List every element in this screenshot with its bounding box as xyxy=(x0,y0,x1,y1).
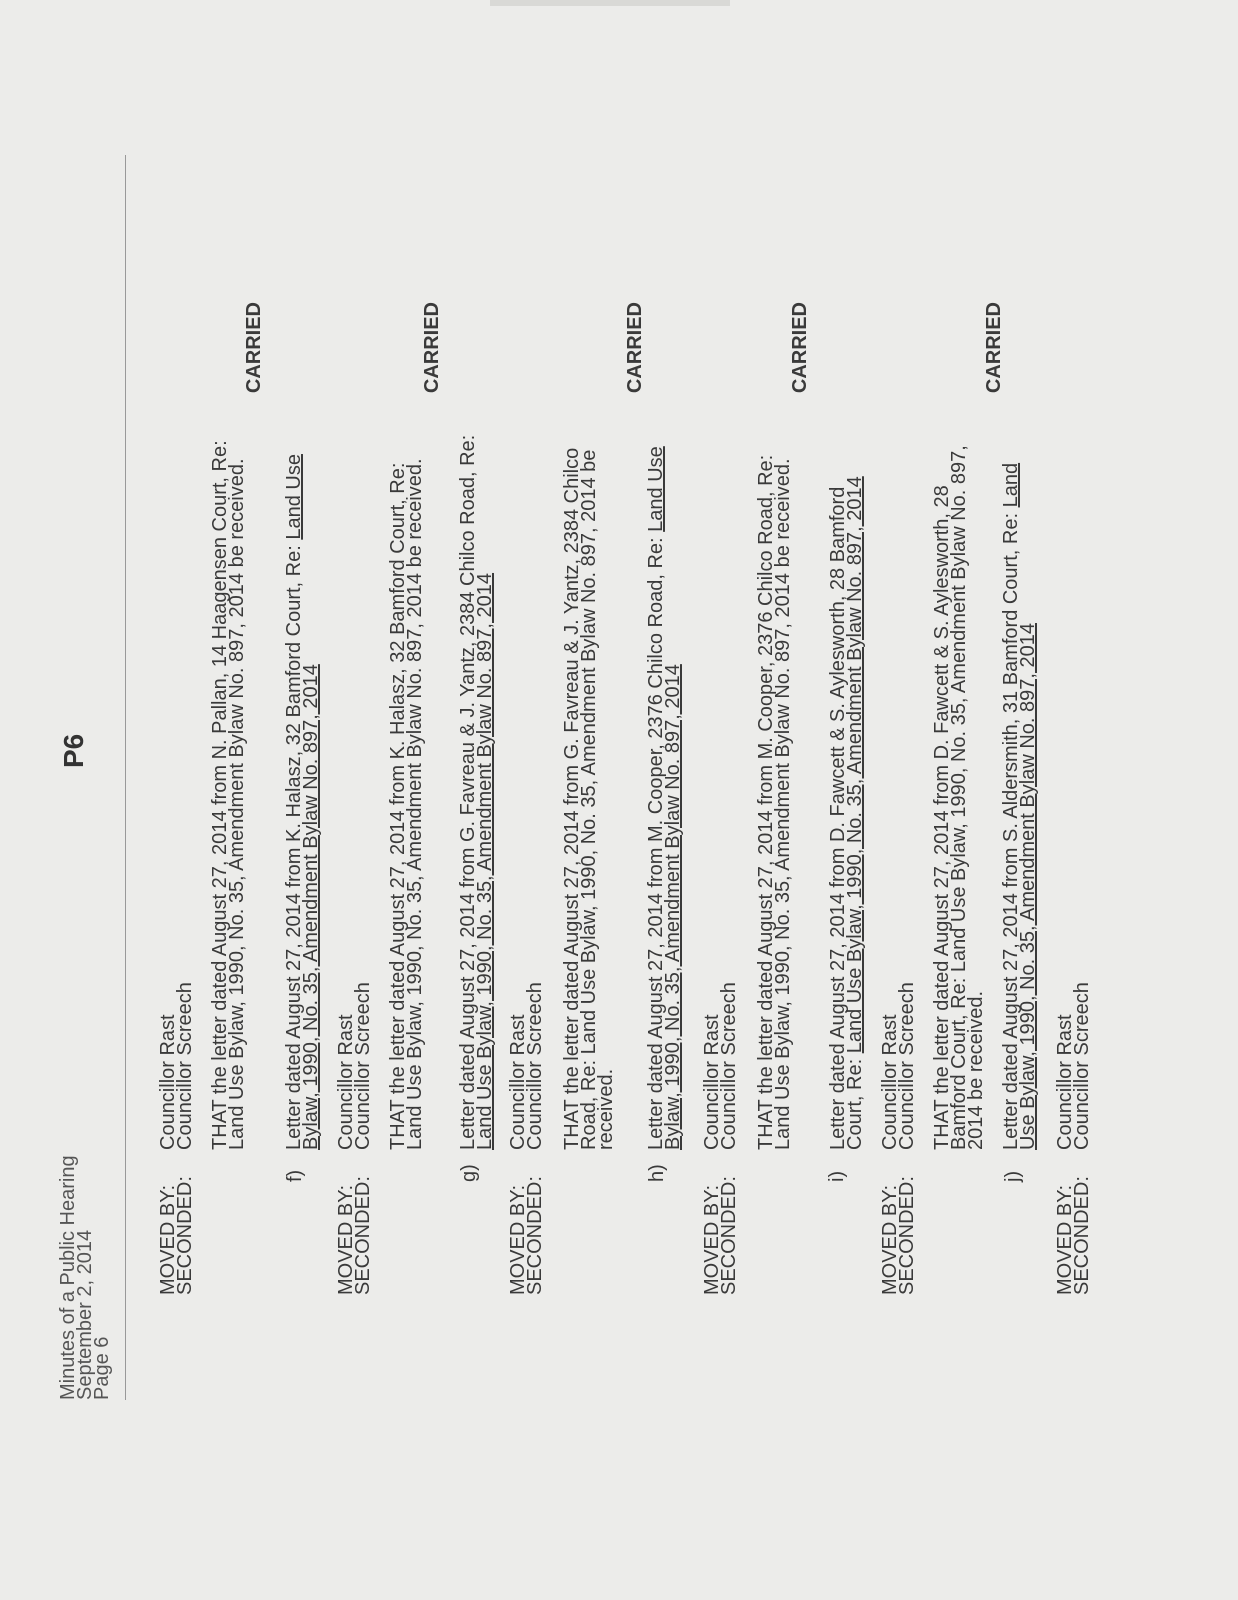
bylaw-reference: Land Use Bylaw, 1990, No. 35, Amendment Bylaw No. 897, 2014 xyxy=(844,476,866,1054)
bylaw-reference: Bylaw, 1990, No. 35, Amendment Bylaw No. 897, 2014 xyxy=(662,664,684,1150)
carried-label: CARRIED xyxy=(983,302,1005,394)
bylaw-reference: Land xyxy=(1000,462,1022,508)
moved-by-label: MOVED BY: xyxy=(701,1184,723,1295)
motion-text xyxy=(561,302,646,1150)
motion-line: Land Use Bylaw, 1990, No. 35, Amendment Bylaw No. 897, 2014 be received. xyxy=(404,458,426,1150)
moved-by-name: Councillor Rast xyxy=(879,1014,901,1150)
moved-by-name: Councillor Rast xyxy=(701,1014,723,1150)
seconded-by-name: Councillor Screech xyxy=(524,982,546,1150)
carried-label: CARRIED xyxy=(624,302,646,394)
document-header xyxy=(57,1155,113,1400)
item-marker: f) xyxy=(284,1169,306,1182)
seconded-by-name: Councillor Screech xyxy=(1071,982,1093,1150)
carried-label: CARRIED xyxy=(421,302,443,394)
moved-by-name: Councillor Rast xyxy=(1054,1014,1076,1150)
seconded-by-name: Councillor Screech xyxy=(352,982,374,1150)
moved-by-label: MOVED BY: xyxy=(507,1184,529,1295)
moved-by-name: Councillor Rast xyxy=(335,1014,357,1150)
letter-line: Letter dated August 27, 2014 from D. Fawcett & S. Aylesworth, 28 Bamford xyxy=(827,486,849,1150)
seconded-by-name: Councillor Screech xyxy=(174,982,196,1150)
motion-text xyxy=(755,302,811,1150)
moved-by-label: MOVED BY: xyxy=(157,1184,179,1295)
motion-line: Road, Re: Land Use Bylaw, 1990, No. 35, Amendment Bylaw No. 897, 2014 be xyxy=(578,449,600,1150)
motion-line: Bamford Court, Re: Land Use Bylaw, 1990, No. 35, Amendment Bylaw No. 897, xyxy=(948,445,970,1150)
seconded-by-name: Councillor Screech xyxy=(896,982,918,1150)
bylaw-reference: Land Use xyxy=(645,446,667,532)
seconded-label: SECONDED: xyxy=(352,1176,374,1295)
seconded-label: SECONDED: xyxy=(896,1176,918,1295)
motion-line: 2014 be received. xyxy=(965,990,987,1150)
moved-by-name: Councillor Rast xyxy=(157,1014,179,1150)
letter-line: Letter dated August 27, 2014 from K. Halasz, 32 Bamford Court, Re: xyxy=(283,539,305,1150)
item-marker: i) xyxy=(826,1170,848,1182)
moved-by-label: MOVED BY: xyxy=(335,1184,357,1295)
letter-item xyxy=(827,302,866,1150)
item-marker: h) xyxy=(646,1164,668,1182)
motion-text xyxy=(387,302,443,1150)
header-rule xyxy=(125,155,126,1400)
letter-item xyxy=(457,302,496,1150)
letter-line: Letter dated August 27, 2014 from G. Favreau & J. Yantz, 2384 Chilco Road, Re: xyxy=(457,434,479,1150)
motion-line: THAT the letter dated August 27, 2014 from D. Fawcett & S. Aylesworth, 28 xyxy=(931,485,953,1150)
seconded-label: SECONDED: xyxy=(524,1176,546,1295)
page-code: P6 xyxy=(58,733,89,768)
motion-line: THAT the letter dated August 27, 2014 from N. Pallan, 14 Haagensen Court, Re: xyxy=(209,440,231,1150)
letter-item xyxy=(1000,302,1039,1150)
seconded-label: SECONDED: xyxy=(718,1176,740,1295)
bylaw-reference: Land Use xyxy=(283,454,305,540)
moved-by-name: Councillor Rast xyxy=(507,1014,529,1150)
moved-by-label: MOVED BY: xyxy=(879,1184,901,1295)
letter-line: Letter dated August 27, 2014 from S. Aldersmith, 31 Bamford Court, Re: xyxy=(1000,507,1022,1150)
seconded-by-name: Councillor Screech xyxy=(718,982,740,1150)
carried-label: CARRIED xyxy=(789,302,811,394)
motion-line: THAT the letter dated August 27, 2014 from M. Cooper, 2376 Chilco Road, Re: xyxy=(755,454,777,1150)
bylaw-reference: Use Bylaw, 1990, No. 35, Amendment Bylaw No. 897, 2014 xyxy=(1017,623,1039,1150)
seconded-label: SECONDED: xyxy=(174,1176,196,1295)
motion-text xyxy=(209,302,265,1150)
motion-line: THAT the letter dated August 27, 2014 from G. Favreau & J. Yantz, 2384 Chilco xyxy=(561,447,583,1150)
header-date: September 2, 2014 xyxy=(74,1229,96,1400)
motion-text xyxy=(931,302,987,1150)
moved-by-label: MOVED BY: xyxy=(1054,1184,1076,1295)
seconded-label: SECONDED: xyxy=(1071,1176,1093,1295)
letter-line: Court, Re: xyxy=(844,1053,866,1150)
motion-line: Land Use Bylaw, 1990, No. 35, Amendment Bylaw No. 897, 2014 be received. xyxy=(772,458,794,1150)
item-marker: g) xyxy=(458,1164,480,1182)
item-marker: j) xyxy=(1002,1170,1024,1182)
letter-line: Letter dated August 27, 2014 from M. Cooper, 2376 Chilco Road, Re: xyxy=(645,531,667,1150)
motion-line: THAT the letter dated August 27, 2014 from K. Halasz, 32 Bamford Court, Re: xyxy=(387,462,409,1150)
header-title: Minutes of a Public Hearing xyxy=(57,1155,79,1400)
bylaw-reference: Bylaw, 1990, No. 35, Amendment Bylaw No. 897, 2014 xyxy=(300,664,322,1150)
letter-item xyxy=(283,302,322,1150)
motion-line: Land Use Bylaw, 1990, No. 35, Amendment Bylaw No. 897, 2014 be received. xyxy=(226,458,248,1150)
header-page: Page 6 xyxy=(91,1336,113,1400)
letter-item xyxy=(645,302,684,1150)
bylaw-reference: Land Use Bylaw, 1990, No. 35, Amendment Bylaw No. 897, 2014 xyxy=(474,572,496,1150)
motion-line: received. xyxy=(595,1068,617,1150)
carried-label: CARRIED xyxy=(243,302,265,394)
